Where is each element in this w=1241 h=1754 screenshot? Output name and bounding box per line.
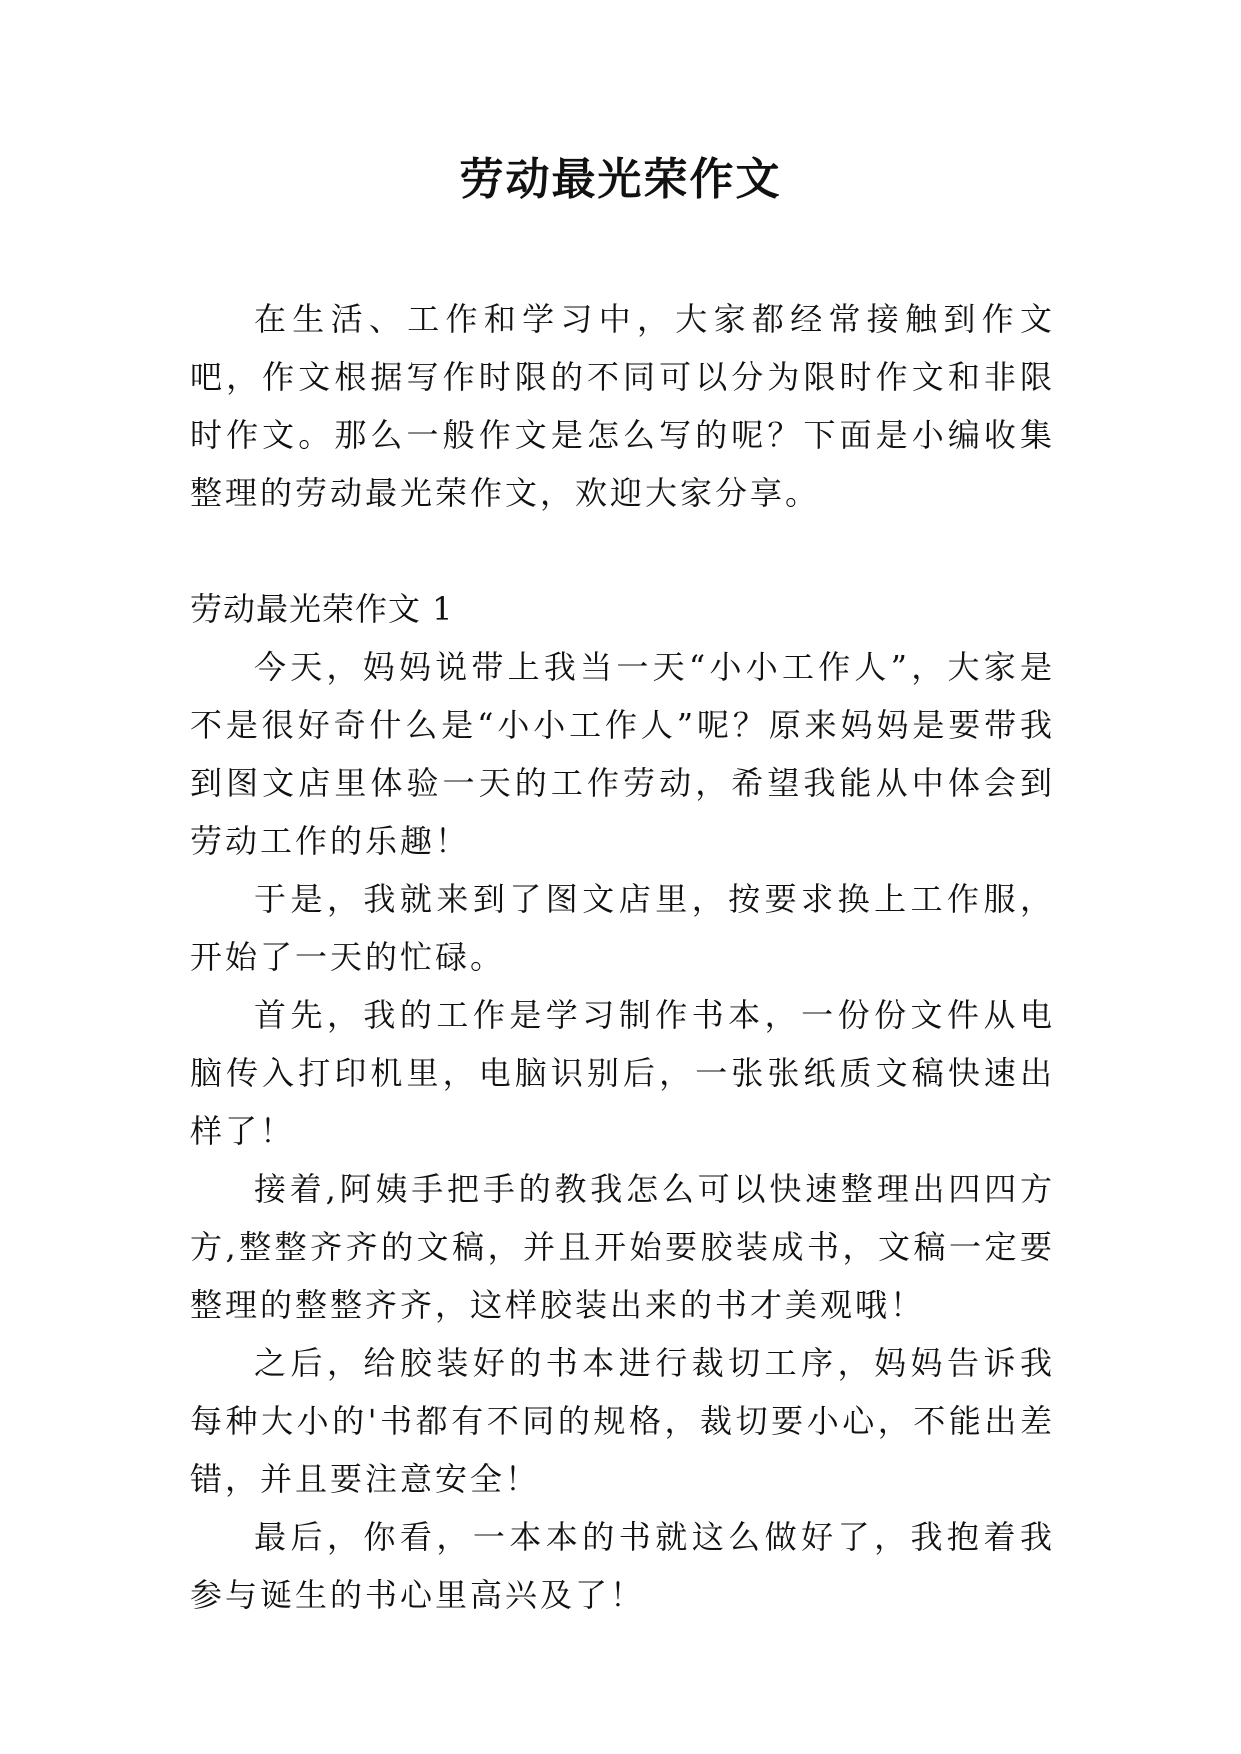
body-paragraph: 接着,阿姨手把手的教我怎么可以快速整理出四四方方,整整齐齐的文稿，并且开始要胶装成书，文稿一定要整理的整整齐齐，这样胶装出来的书才美观哦！ [190, 1170, 1055, 1324]
body-paragraph: 首先，我的工作是学习制作书本，一份份文件从电脑传入打印机里，电脑识别后，一张张纸质文稿快速出样了！ [190, 996, 1055, 1150]
body-paragraph: 之后，给胶装好的书本进行裁切工序，妈妈告诉我每种大小的'书都有不同的规格，裁切要小心，不能出差错，并且要注意安全！ [190, 1344, 1055, 1498]
body-paragraph: 今天，妈妈说带上我当一天“小小工作人”，大家是不是很好奇什么是“小小工作人”呢？原来妈妈是要带我到图文店里体验一天的工作劳动，希望我能从中体会到劳动工作的乐趣！ [190, 648, 1055, 860]
document-title: 劳动最光荣作文 [459, 154, 782, 205]
body-paragraph: 最后，你看，一本本的书就这么做好了，我抱着我参与诞生的书心里高兴及了！ [190, 1518, 1055, 1614]
body-paragraph: 于是，我就来到了图文店里，按要求换上工作服，开始了一天的忙碌。 [190, 880, 1055, 976]
intro-paragraph: 在生活、工作和学习中，大家都经常接触到作文吧，作文根据写作时限的不同可以分为限时作文和非限时作文。那么一般作文是怎么写的呢？下面是小编收集整理的劳动最光荣作文，欢迎大家分享。 [190, 300, 1055, 512]
section-heading: 劳动最光荣作文 1 [190, 590, 454, 628]
document-body [190, 290, 1055, 1624]
